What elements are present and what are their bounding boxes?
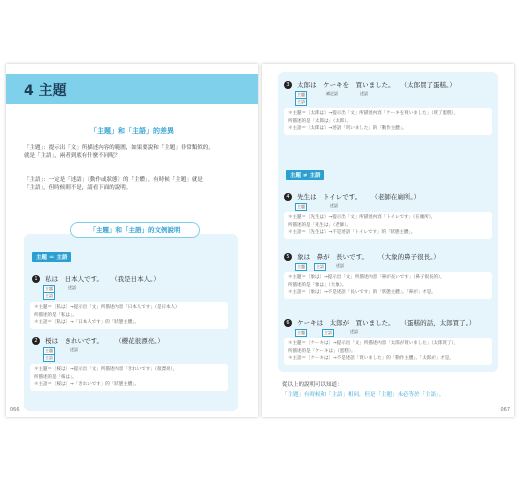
paragraph-topic xyxy=(24,144,244,160)
example-1-number: 1 xyxy=(32,275,40,283)
example-1-notes xyxy=(30,302,228,329)
example-4-note-3: ＊主語＝〔先生は〕→不是述語「トイレです」的「狀態主體」。 xyxy=(288,230,416,235)
example-3-pred-label: 述語 xyxy=(360,91,368,96)
example-3-translation: （太郎買了蛋糕。） xyxy=(400,81,456,89)
example-1-japanese: 私は 日本人です。 xyxy=(45,275,104,283)
example-6-pred-label: 述語 xyxy=(350,329,358,334)
example-1-topic-label: 主題 xyxy=(45,286,53,291)
example-2-japanese: 桜は きれいです。 xyxy=(45,337,104,345)
paragraph-subject xyxy=(24,176,244,192)
example-2-translation: （櫻花很漂亮。） xyxy=(115,337,164,345)
tag-topic-not-subject: 主題 ≠ 主語 xyxy=(286,170,324,180)
section-title-bar xyxy=(6,74,258,104)
example-2-number: 2 xyxy=(32,337,40,345)
paragraph-subject-line1: 「主語」：一定是「述語」〔動作或狀態〕的「主體」。有時候「主題」就是 xyxy=(24,177,203,183)
example-5-japanese: 象は 鼻が 長いです。 xyxy=(297,253,369,261)
section-title: 4 主題 xyxy=(24,83,67,99)
example-5-note-2: 所描述的是「象は」（大象）。 xyxy=(288,282,347,288)
examples-heading-pill: 「主題」和「主語」的文例說明 xyxy=(70,222,200,238)
conclusion-intro: 從以上的說明可以知道： xyxy=(282,382,343,388)
page-number-left: 066 xyxy=(10,407,20,413)
example-2-note-3: ＊主語＝〔桜は〕→「きれいです」的「狀態主體」。 xyxy=(34,382,140,387)
example-2-notes xyxy=(30,364,228,391)
example-6-translation: （蛋糕的話，太郎買了。） xyxy=(400,319,476,327)
examples-heading xyxy=(24,222,244,240)
example-2-subject-label: 主語 xyxy=(45,355,53,360)
example-6-notes xyxy=(284,338,492,365)
example-5-subject-label: 主語 xyxy=(316,264,324,269)
example-5-note-3: ＊主語＝〔象は〕→不是述語「長いです」的「狀態主體」。「鼻が」才是。 xyxy=(288,290,436,295)
right-page xyxy=(262,64,514,417)
example-5-sentence xyxy=(284,252,440,261)
example-6-sentence xyxy=(284,318,475,327)
heading-difference: 「主題」和「主語」的差異 xyxy=(90,127,174,135)
conclusion-statement: 「主題」有時候和「主語」相同，但是「主題」未必等於「主語」。 xyxy=(282,392,445,398)
example-1-translation: （我是日本人。） xyxy=(111,275,160,283)
example-3-topic-label: 主題 xyxy=(297,92,305,97)
example-6-note-2: 所描述的是「ケーキは」（蛋糕）。 xyxy=(288,348,356,354)
example-5-notes xyxy=(284,272,492,299)
example-5-note-1: ＊主題＝〔象は〕→提示出「文」所描述內容「鼻が長いです」（鼻子很長的）， xyxy=(288,275,445,280)
example-4-note-2: 所描述的是「先生は」（老師）。 xyxy=(288,222,351,228)
example-1-subject-label: 主語 xyxy=(45,293,53,298)
example-4-pred-label: 述語 xyxy=(330,203,338,208)
example-2-note-2: 所描述的是「桜は」。 xyxy=(34,374,77,380)
example-3-note-2: 所描述的是「太郎は」（太郎）。 xyxy=(288,118,351,124)
example-4-note-1: ＊主題＝〔先生は〕→提示出「文」所描述內容「トイレです」（在廁所）， xyxy=(288,215,436,220)
example-6-note-3: ＊主語＝〔ケーキは〕→不是述語「買いました」的「動作主體」。「太郎が」才是。 xyxy=(288,356,454,361)
example-5-translation: （大象的鼻子很長。） xyxy=(378,253,440,261)
example-1-sentence xyxy=(32,274,160,283)
example-2-topic-label: 主題 xyxy=(45,348,53,353)
example-4-sentence xyxy=(284,192,420,201)
example-4-topic-label: 主題 xyxy=(297,204,305,209)
tag-topic-equals-subject: 主題 ＝ 主語 xyxy=(32,252,71,262)
example-5-topic-label: 主題 xyxy=(297,264,305,269)
example-2-pred-label: 述語 xyxy=(70,347,78,352)
example-4-translation: （老師在廁所。） xyxy=(371,193,421,201)
example-6-number: 6 xyxy=(284,319,292,327)
example-3-japanese: 太郎は ケーキを 買いました。 xyxy=(297,81,395,89)
example-3-note-3: ＊主語＝〔太郎は〕→述語「買いました」的「動作主體」。 xyxy=(288,126,407,131)
example-6-topic-label: 主題 xyxy=(297,330,305,335)
example-2-sentence xyxy=(32,336,164,345)
example-1-note-3: ＊主語＝〔私は〕→「日本人です」的「狀態主體」。 xyxy=(34,320,140,325)
example-2-note-1: ＊主題＝〔桜は〕→提示出「文」所描述內容「きれいです」（很漂亮）， xyxy=(34,367,178,372)
paragraph-topic-line1: 「主題」：提示出「文」所描述內容的範圍，如果要說和「主題」非常類似的， xyxy=(24,145,214,151)
example-6-note-1: ＊主題＝〔ケーキは〕→提示出「文」所描述內容「太郎が買いました」（太郎買了）， xyxy=(288,341,459,346)
left-page xyxy=(6,64,258,417)
example-3-number: 3 xyxy=(284,81,292,89)
example-3-notes xyxy=(284,108,492,135)
example-1-note-2: 所描述的是「私は」。 xyxy=(34,312,77,318)
example-4-japanese: 先生は トイレです。 xyxy=(297,193,362,201)
page-number-right: 067 xyxy=(500,407,510,413)
example-6-japanese: ケーキは 太郎が 買いました。 xyxy=(297,319,395,327)
example-5-number: 5 xyxy=(284,253,292,261)
example-3-object-label: 補足語 xyxy=(326,91,338,96)
paragraph-subject-line2: 「主語」，但時候則不是，請看下面的說明。 xyxy=(24,185,132,191)
example-6-subject-label: 主語 xyxy=(324,330,332,335)
example-3-sentence xyxy=(284,80,456,89)
example-3-subject-label: 主語 xyxy=(297,99,305,104)
example-1-note-1: ＊主題＝〔私は〕→提示出「文」所描述內容「日本人です」（是日本人） xyxy=(34,305,180,310)
example-4-number: 4 xyxy=(284,193,292,201)
paragraph-topic-line2: 就是「主語」，兩者到底有什麼不同呢？ xyxy=(24,153,121,159)
example-4-notes xyxy=(284,212,492,239)
example-3-note-1: ＊主題＝〔太郎は〕→提示出「文」所描述內容「ケーキを買いました」（買了蛋糕）， xyxy=(288,111,459,116)
example-1-pred-label: 述語 xyxy=(68,285,76,290)
example-5-pred-label: 述語 xyxy=(336,263,344,268)
